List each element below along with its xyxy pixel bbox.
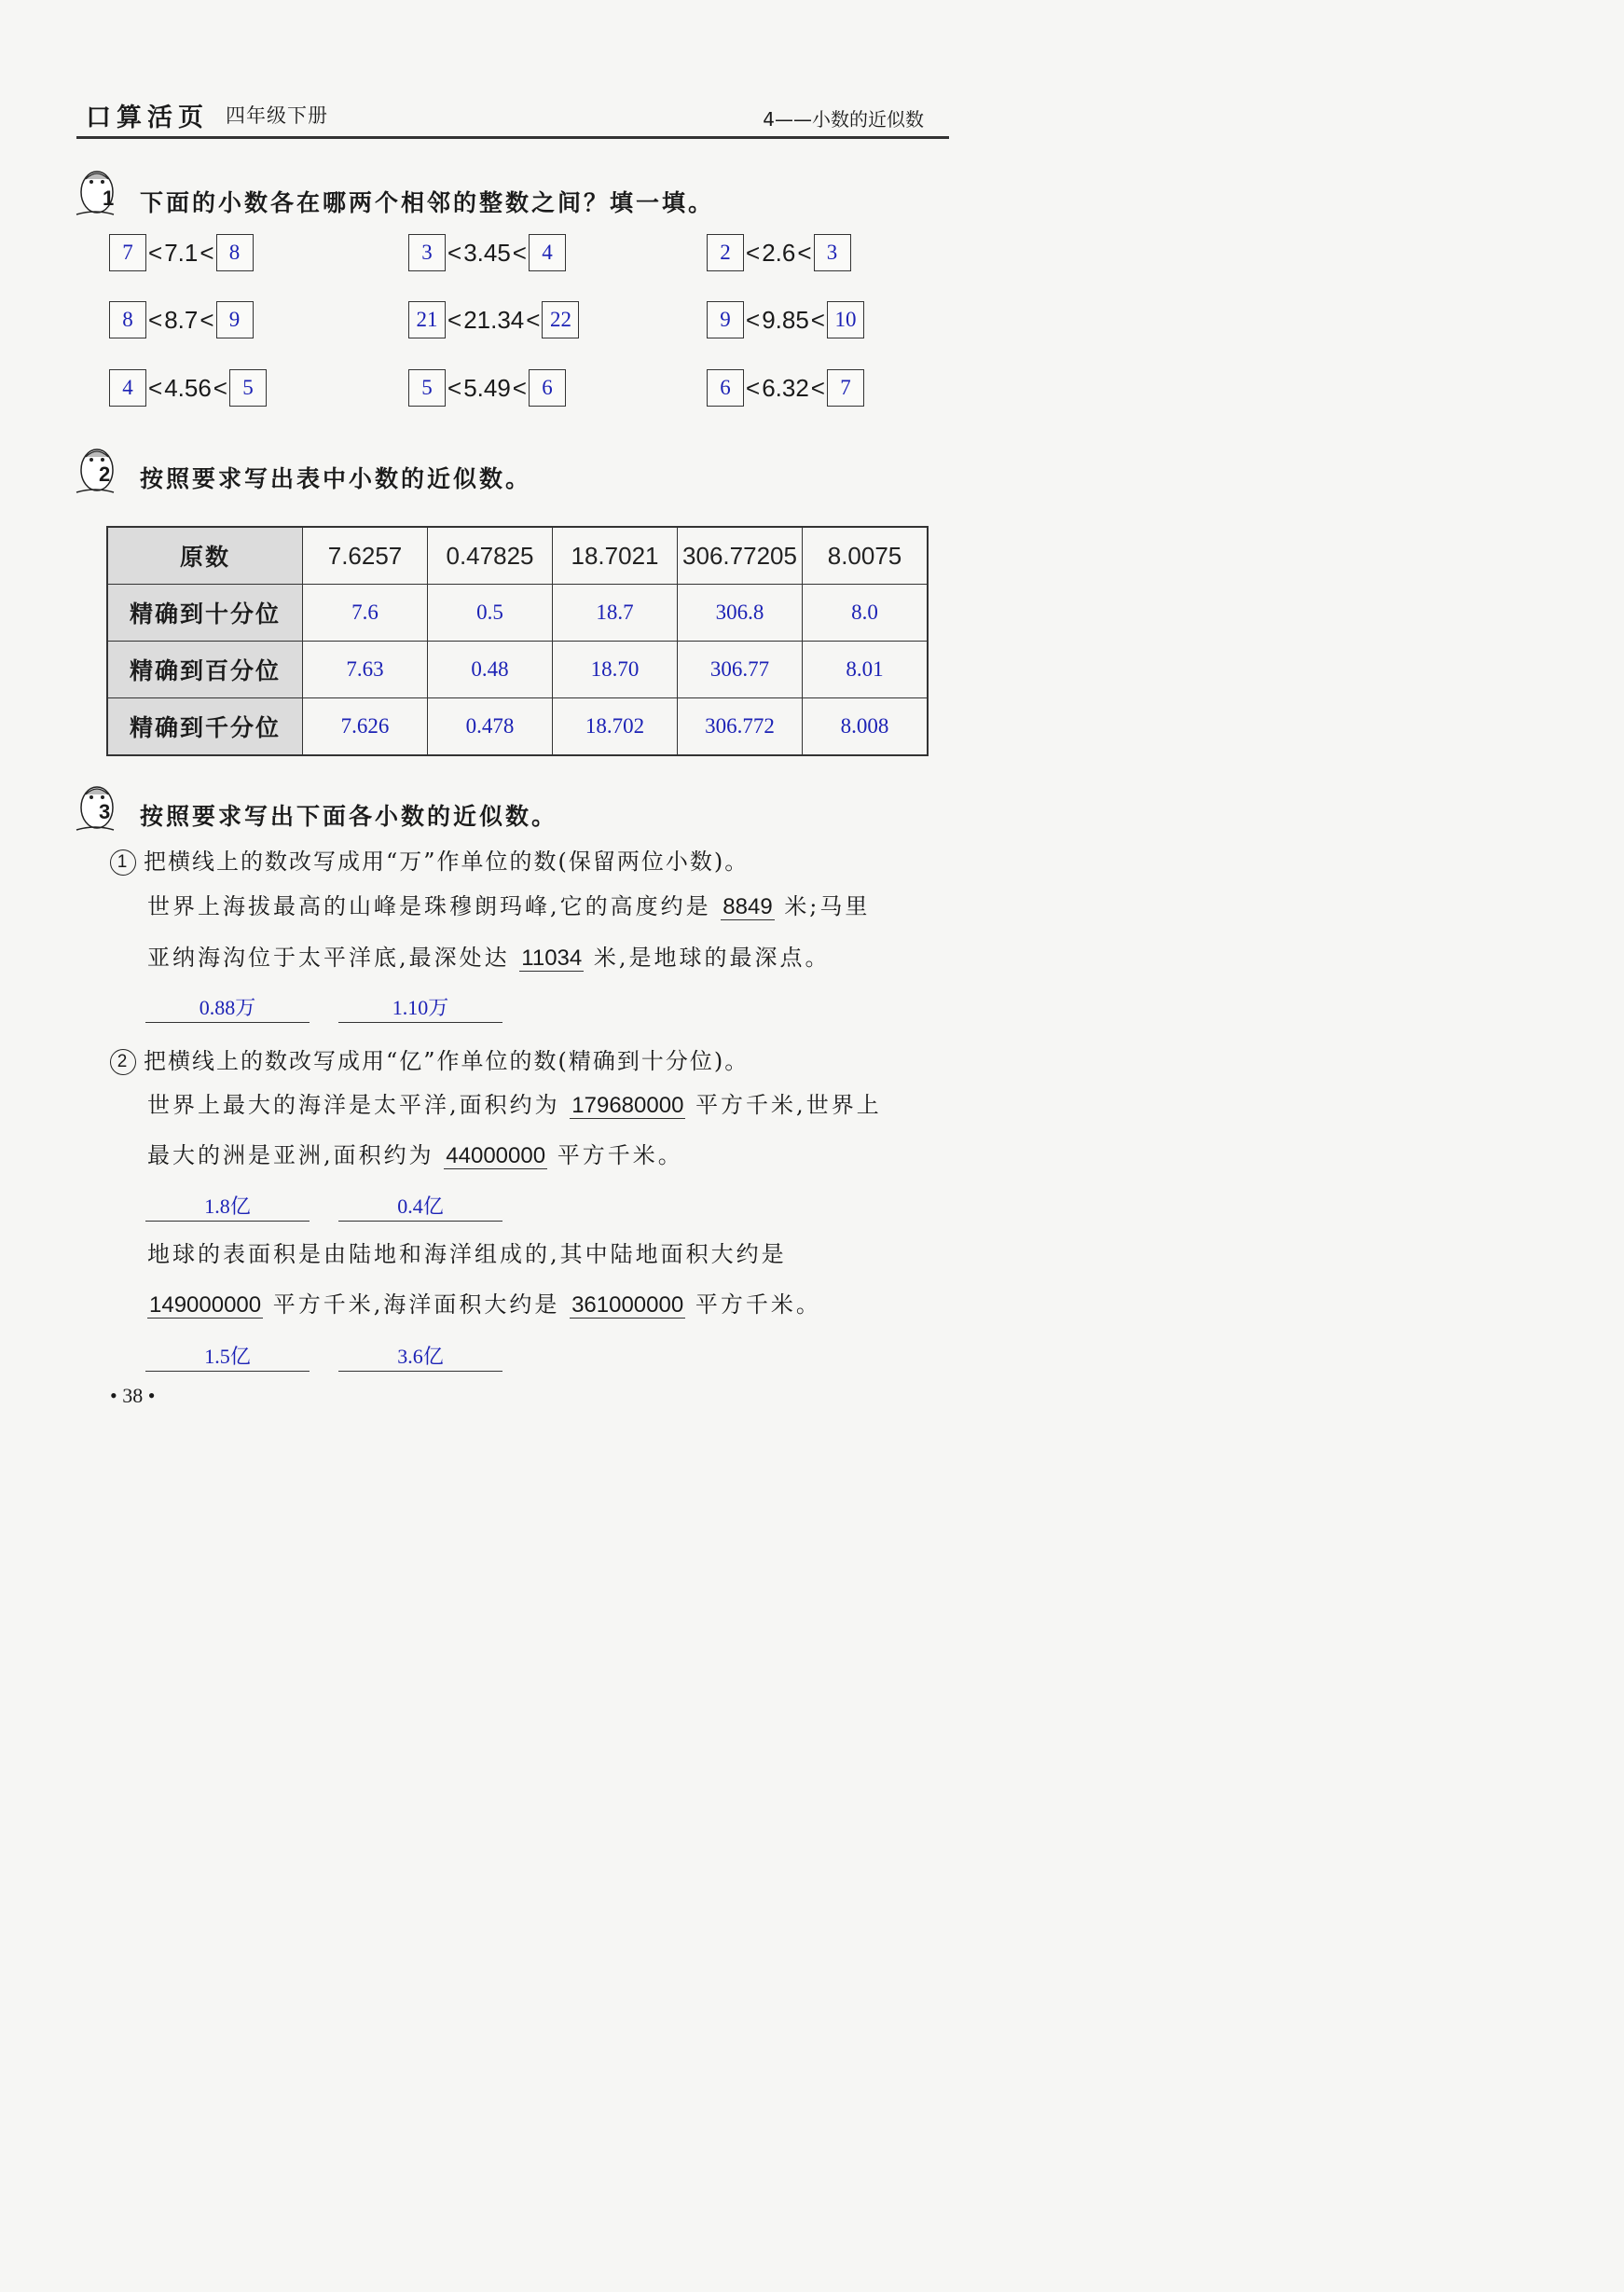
less-than-sign: < (797, 238, 812, 267)
original-number: 8.0075 (803, 527, 929, 585)
inequality (707, 301, 864, 338)
underlined-number: 179680000 (571, 1093, 684, 1118)
text-segment: 世界上海拔最高的山峰是珠穆朗玛峰,它的高度约是 (147, 893, 711, 919)
lower-integer-box: 3 (408, 234, 446, 271)
underlined-number: 149000000 (149, 1292, 262, 1318)
answer-line: 1.5亿 (145, 1341, 310, 1372)
less-than-sign: < (213, 373, 227, 402)
answer-line: 0.4亿 (338, 1191, 502, 1222)
text-segment: 最大的洲是亚洲,面积约为 (147, 1142, 434, 1168)
answer-line: 1.10万 (338, 992, 502, 1023)
less-than-sign: < (148, 373, 163, 402)
upper-integer-box: 8 (216, 234, 254, 271)
answer-cell: 306.8 (678, 585, 803, 642)
answer-cell: 18.7 (553, 585, 678, 642)
answer-cell: 18.702 (553, 698, 678, 756)
part-1-line-1 (147, 895, 870, 918)
less-than-sign: < (447, 373, 462, 402)
less-than-sign: < (810, 305, 825, 334)
text-segment: 平方千米。 (695, 1291, 821, 1318)
underlined-number: 361000000 (571, 1292, 684, 1318)
section-title: 4——小数的近似数 (763, 108, 924, 131)
text-segment: 米,是地球的最深点。 (593, 945, 831, 971)
table-row-header: 精确到百分位 (107, 642, 303, 698)
question-1-number: 1 (103, 186, 115, 210)
answer-cell: 0.48 (428, 642, 553, 698)
text-segment: 平方千米,世界上 (695, 1092, 882, 1118)
lower-integer-box: 2 (707, 234, 744, 271)
part-1-marker: 1 (110, 849, 136, 876)
less-than-sign: < (447, 305, 462, 334)
part-1-instruction (110, 843, 749, 876)
lower-integer-box: 5 (408, 369, 446, 407)
upper-integer-box: 9 (216, 301, 254, 338)
lower-integer-box: 9 (707, 301, 744, 338)
part-2-line-2 (147, 1144, 683, 1167)
table-row-header: 精确到千分位 (107, 698, 303, 756)
less-than-sign: < (746, 373, 761, 402)
answer-cell: 7.6 (303, 585, 428, 642)
answer-cell: 0.5 (428, 585, 553, 642)
text-segment: 世界上最大的海洋是太平洋,面积约为 (147, 1092, 560, 1118)
inequality (408, 369, 566, 407)
original-number: 0.47825 (428, 527, 553, 585)
upper-integer-box: 7 (827, 369, 864, 407)
less-than-sign: < (746, 238, 761, 267)
book-title: 口算活页 (86, 104, 209, 132)
decimal-value: 21.34 (463, 305, 525, 334)
table-row (107, 585, 928, 642)
question-2-title: 按照要求写出表中小数的近似数。 (140, 465, 532, 492)
answer-cell: 18.70 (553, 642, 678, 698)
approximation-table (106, 526, 929, 756)
underlined-number: 11034 (521, 946, 583, 971)
less-than-sign: < (148, 238, 163, 267)
inequality (408, 234, 566, 271)
less-than-sign: < (148, 305, 163, 334)
page-number-value: 38 (122, 1384, 144, 1407)
lower-integer-box: 21 (408, 301, 446, 338)
table-row (107, 698, 928, 756)
lower-integer-box: 7 (109, 234, 146, 271)
question-3-number: 3 (99, 800, 111, 823)
page-number: • 38 • (110, 1384, 156, 1407)
decimal-value: 3.45 (463, 238, 511, 267)
inequality (408, 301, 579, 338)
header-divider (76, 136, 949, 139)
part-1-line-2 (147, 946, 831, 970)
less-than-sign: < (512, 238, 527, 267)
inequality (109, 234, 254, 271)
less-than-sign: < (200, 305, 214, 334)
upper-integer-box: 4 (529, 234, 566, 271)
decimal-value: 6.32 (762, 373, 809, 402)
question-3-title: 按照要求写出下面各小数的近似数。 (140, 803, 558, 830)
less-than-sign: < (447, 238, 462, 267)
upper-integer-box: 5 (229, 369, 267, 407)
part-2-line-4 (147, 1293, 821, 1317)
inequality (707, 234, 851, 271)
table-row (107, 642, 928, 698)
answer-cell: 306.77 (678, 642, 803, 698)
less-than-sign: < (526, 305, 541, 334)
grade-label: 四年级下册 (226, 104, 328, 127)
decimal-value: 9.85 (762, 305, 809, 334)
text-segment: 平方千米,海洋面积大约是 (272, 1291, 560, 1318)
less-than-sign: < (810, 373, 825, 402)
question-2-number: 2 (99, 463, 111, 486)
answer-cell: 7.63 (303, 642, 428, 698)
upper-integer-box: 10 (827, 301, 864, 338)
underlined-number: 44000000 (446, 1143, 546, 1168)
answer-line: 3.6亿 (338, 1341, 502, 1372)
answer-cell: 306.772 (678, 698, 803, 756)
question-1-title: 下面的小数各在哪两个相邻的整数之间？填一填。 (140, 189, 715, 216)
text-segment: 亚纳海沟位于太平洋底,最深处达 (147, 945, 510, 971)
less-than-sign: < (746, 305, 761, 334)
decimal-value: 7.1 (164, 238, 199, 267)
lower-integer-box: 4 (109, 369, 146, 407)
answer-line: 0.88万 (145, 992, 310, 1023)
answer-cell: 0.478 (428, 698, 553, 756)
decimal-value: 5.49 (463, 373, 511, 402)
answer-cell: 8.008 (803, 698, 929, 756)
table-row-header: 原数 (107, 527, 303, 585)
answer-cell: 8.0 (803, 585, 929, 642)
text-segment: 米;马里 (784, 893, 871, 919)
part-2-marker: 2 (110, 1049, 136, 1075)
less-than-sign: < (200, 238, 214, 267)
text-segment: 平方千米。 (557, 1142, 683, 1168)
inequality (109, 369, 267, 407)
decimal-value: 4.56 (164, 373, 212, 402)
upper-integer-box: 6 (529, 369, 566, 407)
table-header-row (107, 527, 928, 585)
upper-integer-box: 3 (814, 234, 851, 271)
original-number: 306.77205 (678, 527, 803, 585)
part-2-line-3: 地球的表面积是由陆地和海洋组成的,其中陆地面积大约是 (147, 1241, 787, 1267)
part-2-instruction-text: 把横线上的数改写成用“亿”作单位的数(精确到十分位)。 (144, 1048, 750, 1074)
original-number: 7.6257 (303, 527, 428, 585)
inequality (109, 301, 254, 338)
answer-line: 1.8亿 (145, 1191, 310, 1222)
underlined-number: 8849 (723, 894, 773, 919)
answer-cell: 7.626 (303, 698, 428, 756)
inequality (707, 369, 864, 407)
lower-integer-box: 8 (109, 301, 146, 338)
table-row-header: 精确到十分位 (107, 585, 303, 642)
original-number: 18.7021 (553, 527, 678, 585)
answer-cell: 8.01 (803, 642, 929, 698)
part-2-instruction (110, 1042, 749, 1075)
less-than-sign: < (512, 373, 527, 402)
part-2-line-1 (147, 1094, 882, 1117)
decimal-value: 8.7 (164, 305, 199, 334)
decimal-value: 2.6 (762, 238, 796, 267)
upper-integer-box: 22 (542, 301, 579, 338)
lower-integer-box: 6 (707, 369, 744, 407)
part-1-instruction-text: 把横线上的数改写成用“万”作单位的数(保留两位小数)。 (144, 849, 750, 875)
